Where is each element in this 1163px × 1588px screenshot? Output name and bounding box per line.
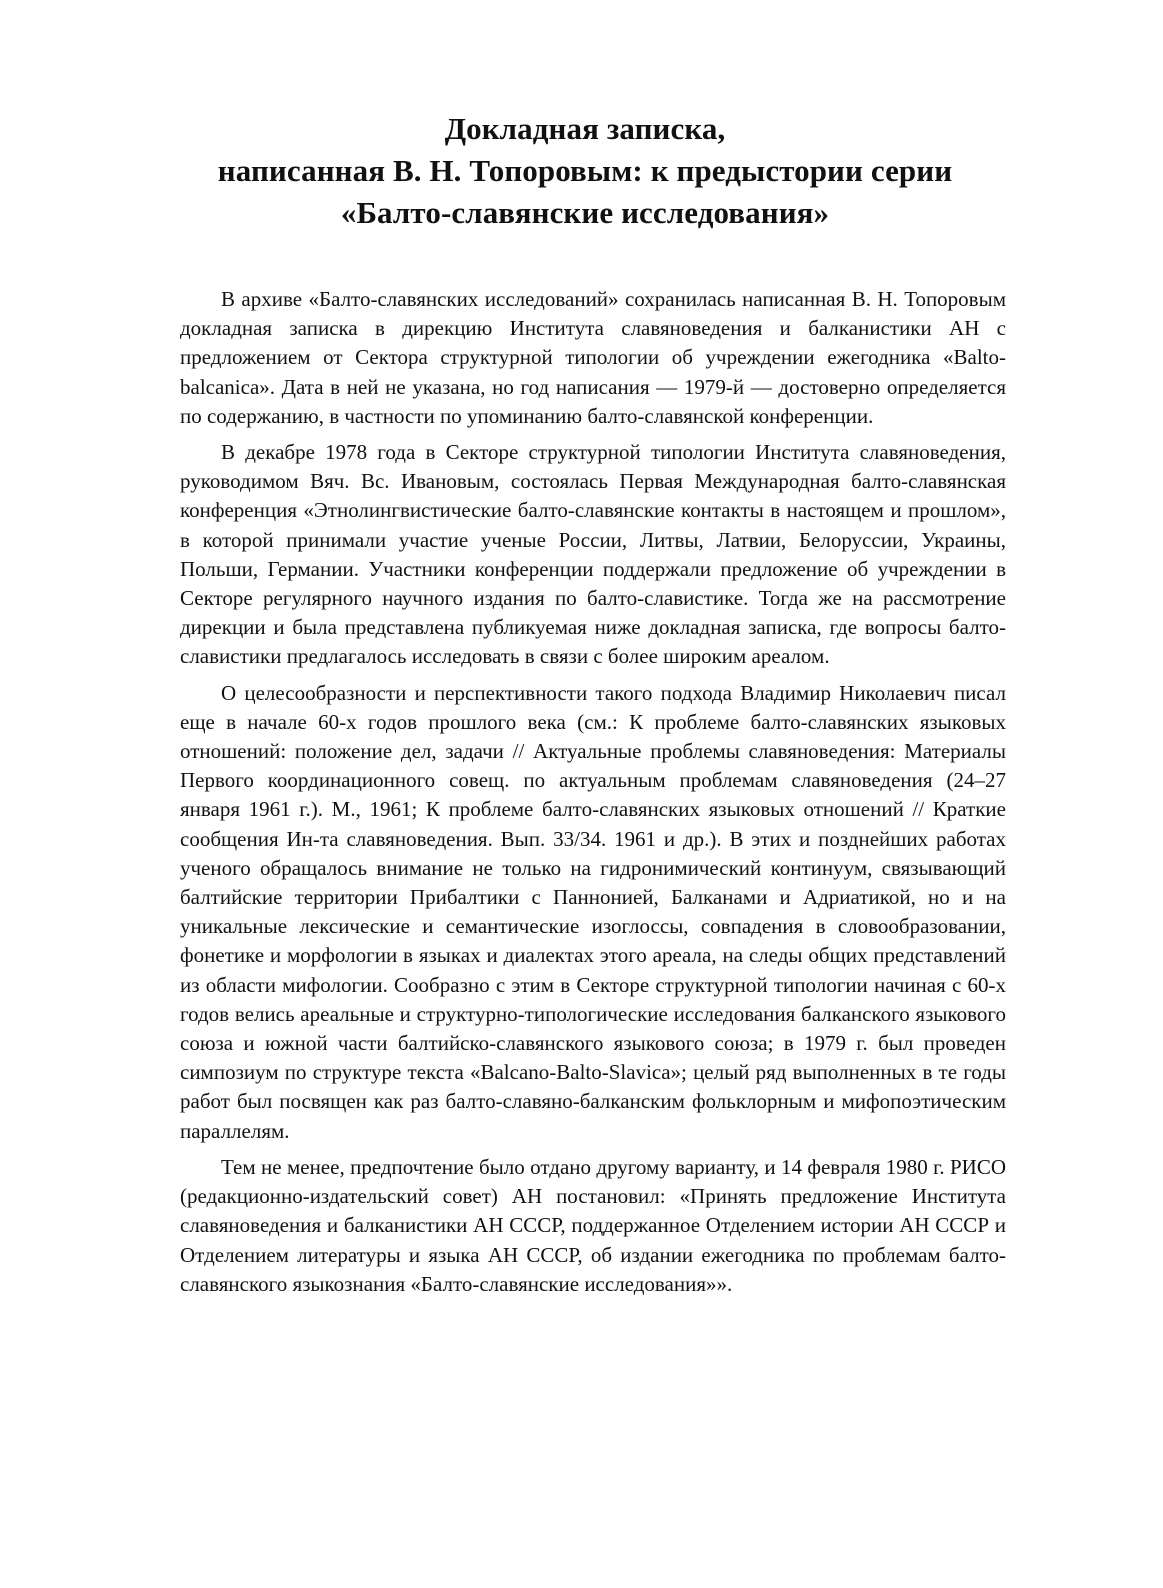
paragraph-conference-1978: В декабре 1978 года в Секторе структурной типологии Института славяноведения, руководимом Вяч. Вс. Ивановым, состоялась Первая Международная балто-славянская конференция «Этнолингвистические балто-славянские контакты в настоящем и прошлом», в которой принимали участие ученые России, Литвы, Латвии, Белоруссии, Украины, Польши, Германии. Участники конференции поддержали предложение об учреждении в Секторе регулярного научного издания по балто-славистике. Тогда же на рассмотрение дирекции и была представлена публикуемая ниже докладная записка, где вопросы балто-славистики предлагалось исследовать в связи с более широким ареалом. — [180, 440, 1006, 669]
title-line-1: Докладная записка, — [444, 111, 726, 146]
document-title — [150, 108, 1020, 234]
paragraph-archive-note: В архиве «Балто-славянских исследований» сохранилась написанная В. Н. Топоровым докладная записка в дирекцию Института славяноведения и балканистики АН с предложением от Сектора структурной типологии об учреждении ежегодника «Balto-balcanica». Дата в ней не указана, но год написания — 1979-й — достоверно определяется по содержанию, в частности по упоминанию балто-славянской конференции. — [180, 287, 1006, 428]
paragraph-areal-approach: О целесообразности и перспективности такого подхода Владимир Николаевич писал еще в начале 60-х годов прошлого века (см.: К проблеме балто-славянских языковых отношений: положение дел, задачи // Актуальные проблемы славяноведения: Материалы Первого координационного совещ. по актуальным проблемам славяноведения (24–27 января 1961 г.). М., 1961; К проблеме балто-славянских языковых отношений // Краткие сообщения Ин-та славяноведения. Вып. 33/34. 1961 и др.). В этих и позднейших работах ученого обращалось внимание не только на гидронимический континуум, связывающий балтийские территории Прибалтики с Паннонией, Балканами и Адриатикой, но и на уникальные лексические и семантические изоглоссы, совпадения в словообразовании, фонетике и морфологии в языках и диалектах этого ареала, на следы общих представлений из области мифологии. Сообразно с этим в Секторе структурной типологии начиная с 60-х годов велись ареальные и структурно-типологические исследования балканского языкового союза и южной части балтийско-славянского языкового союза; в 1979 г. был проведен симпозиум по структуре текста «Balcano-Balto-Slavica»; целый ряд выполненных в те годы работ был посвящен как раз балто-славяно-балканским фольклорным и мифопоэтическим параллелям. — [180, 680, 1006, 1143]
document-body — [180, 285, 1006, 1306]
title-line-3: «Балто-славянские исследования» — [340, 195, 830, 230]
title-line-2: написанная В. Н. Топоровым: к предыстории серии — [217, 153, 953, 188]
paragraph-riso-decision: Тем не менее, предпочтение было отдано другому варианту, и 14 февраля 1980 г. РИСО (редакционно-издательский совет) АН постановил: «Принять предложение Института славяноведения и балканистики АН СССР, поддержанное Отделением истории АН СССР и Отделением литературы и языка АН СССР, об издании ежегодника по проблемам балто-славянского языкознания «Балто-славянские исследования»». — [180, 1154, 1006, 1296]
